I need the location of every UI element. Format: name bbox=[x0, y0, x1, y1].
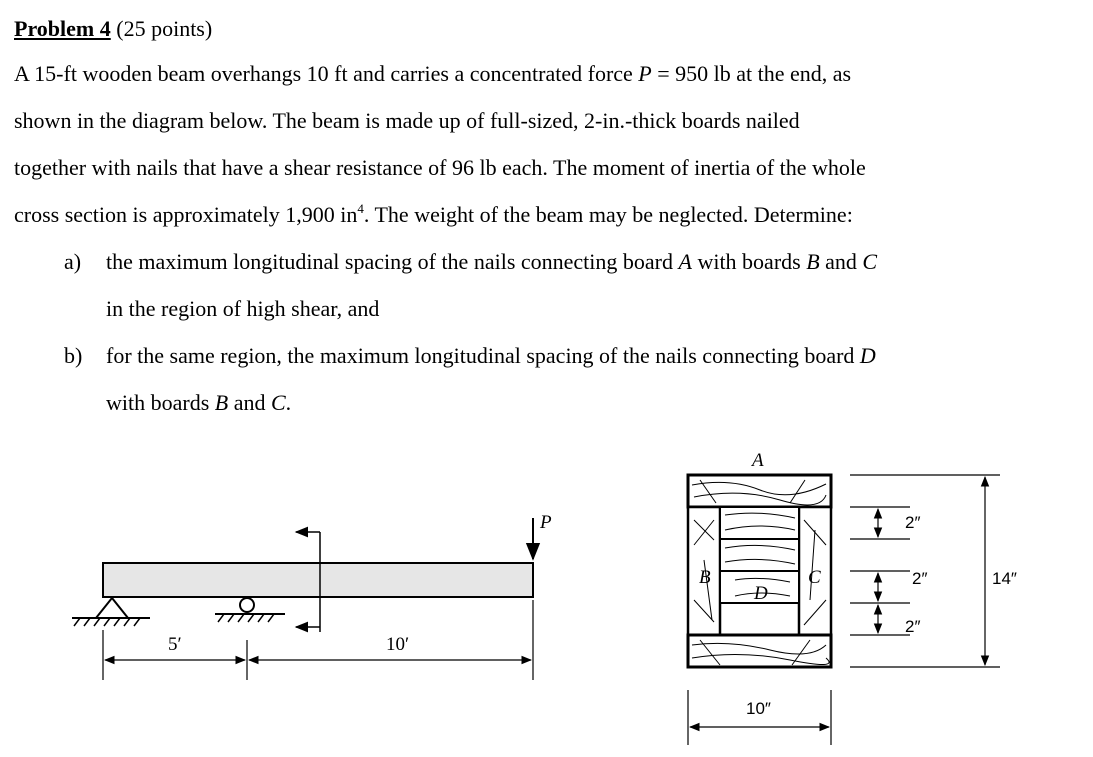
beam bbox=[103, 563, 533, 597]
part-a: a) the maximum longitudinal spacing of the nails connecting board A with boards B and C in the region of high shear, and bbox=[14, 238, 1084, 332]
pin-support bbox=[72, 598, 150, 626]
board-d-label: D bbox=[754, 583, 768, 604]
width-label: 10″ bbox=[746, 699, 771, 718]
roller-support bbox=[215, 598, 285, 622]
problem-points: (25 points) bbox=[116, 16, 213, 41]
dim-3-label: 2″ bbox=[905, 617, 921, 636]
part-b: b) for the same region, the maximum longitudinal spacing of the nails connecting board D with boards B and C. bbox=[14, 332, 1084, 426]
statement-line-3: together with nails that have a shear resistance of 96 lb each. The moment of inertia of the whole bbox=[14, 155, 866, 180]
inner-board-1 bbox=[720, 507, 799, 539]
statement-line-1: A 15-ft wooden beam overhangs 10 ft and carries a concentrated force P = 950 lb at the end, as bbox=[14, 61, 852, 86]
board-b-label: B bbox=[699, 567, 711, 588]
board-a-label: A bbox=[752, 450, 764, 471]
inner-board-2 bbox=[720, 539, 799, 571]
beam-dimensions bbox=[103, 600, 533, 680]
part-a-label: a) bbox=[64, 249, 82, 274]
section-diagram bbox=[688, 450, 1017, 745]
statement-line-2: shown in the diagram below. The beam is made up of full-sized, 2-in.-thick boards nailed bbox=[14, 108, 800, 133]
beam-diagram bbox=[72, 512, 552, 680]
problem-title: Problem 4 bbox=[14, 16, 111, 41]
dim-total-label: 14″ bbox=[992, 569, 1017, 588]
board-c-label: C bbox=[808, 567, 821, 588]
statement-line-4: cross section is approximately 1,900 $in^4$. The weight of the beam may be neglected. Determine: bbox=[14, 201, 853, 227]
width-dimension bbox=[688, 690, 831, 745]
dim-right-label: 10′ bbox=[386, 634, 410, 655]
dim-2-label: 2″ bbox=[912, 569, 928, 588]
load-arrow bbox=[533, 512, 552, 559]
dim-left-label: 5′ bbox=[168, 634, 182, 655]
part-b-label: b) bbox=[64, 343, 83, 368]
load-label: P bbox=[540, 512, 552, 533]
dim-1-label: 2″ bbox=[905, 513, 921, 532]
